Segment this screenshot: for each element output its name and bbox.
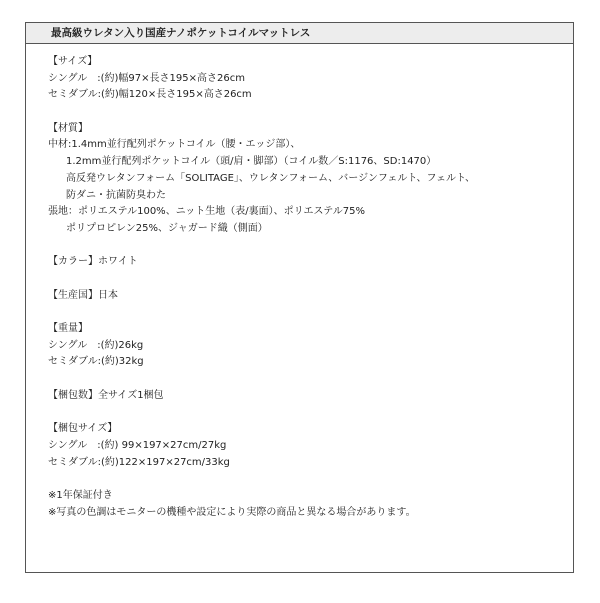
size-heading: 【サイズ】 xyxy=(48,56,98,67)
material-core-1: 中材:1.4mm並行配列ポケットコイル（腰・エッジ部）、 xyxy=(48,139,301,151)
size-single: シングル :(約)幅97×長さ195×高さ26cm xyxy=(48,72,245,84)
spec-content xyxy=(48,54,563,521)
packages-line: 【梱包数】全サイズ1梱包 xyxy=(48,389,164,401)
spec-title: 最高級ウレタン入り国産ナノポケットコイルマットレス xyxy=(26,23,573,44)
material-core-2: 1.2mm並行配列ポケットコイル（頭/肩・脚部）（コイル数／S:1176、SD:1470） xyxy=(66,156,437,168)
spec-panel xyxy=(25,22,574,573)
warranty-note: ※1年保証付き xyxy=(48,489,113,501)
material-core-4: 防ダニ・抗菌防臭わた xyxy=(66,189,166,201)
weight-single: シングル :(約)26kg xyxy=(48,339,144,351)
material-fabric-1: 張地：ポリエステル100%、ニット生地（表/裏面）、ポリエステル75% xyxy=(48,206,365,218)
disclaimer-note: ※写真の色調はモニターの機種や設定により実際の商品と異なる場合があります。 xyxy=(48,506,416,518)
color-line: 【カラー】ホワイト xyxy=(48,256,138,268)
package-size-heading: 【梱包サイズ】 xyxy=(48,423,118,435)
weight-heading: 【重量】 xyxy=(48,323,88,334)
package-size-semi-double: セミダブル:(約)122×197×27cm/33kg xyxy=(48,456,230,468)
material-heading: 【材質】 xyxy=(48,122,88,134)
package-size-single: シングル :(約) 99×197×27cm/27kg xyxy=(48,439,227,451)
material-fabric-2: ポリプロピレン25%、ジャガード織（側面） xyxy=(66,222,268,234)
origin-line: 【生産国】日本 xyxy=(48,289,118,301)
material-core-3: 高反発ウレタンフォーム「SOLITAGE」、ウレタンフォーム、バージンフェルト、フェルト、 xyxy=(66,172,476,184)
weight-semi-double: セミダブル:(約)32kg xyxy=(48,356,144,368)
size-semi-double: セミダブル:(約)幅120×長さ195×高さ26cm xyxy=(48,89,252,101)
